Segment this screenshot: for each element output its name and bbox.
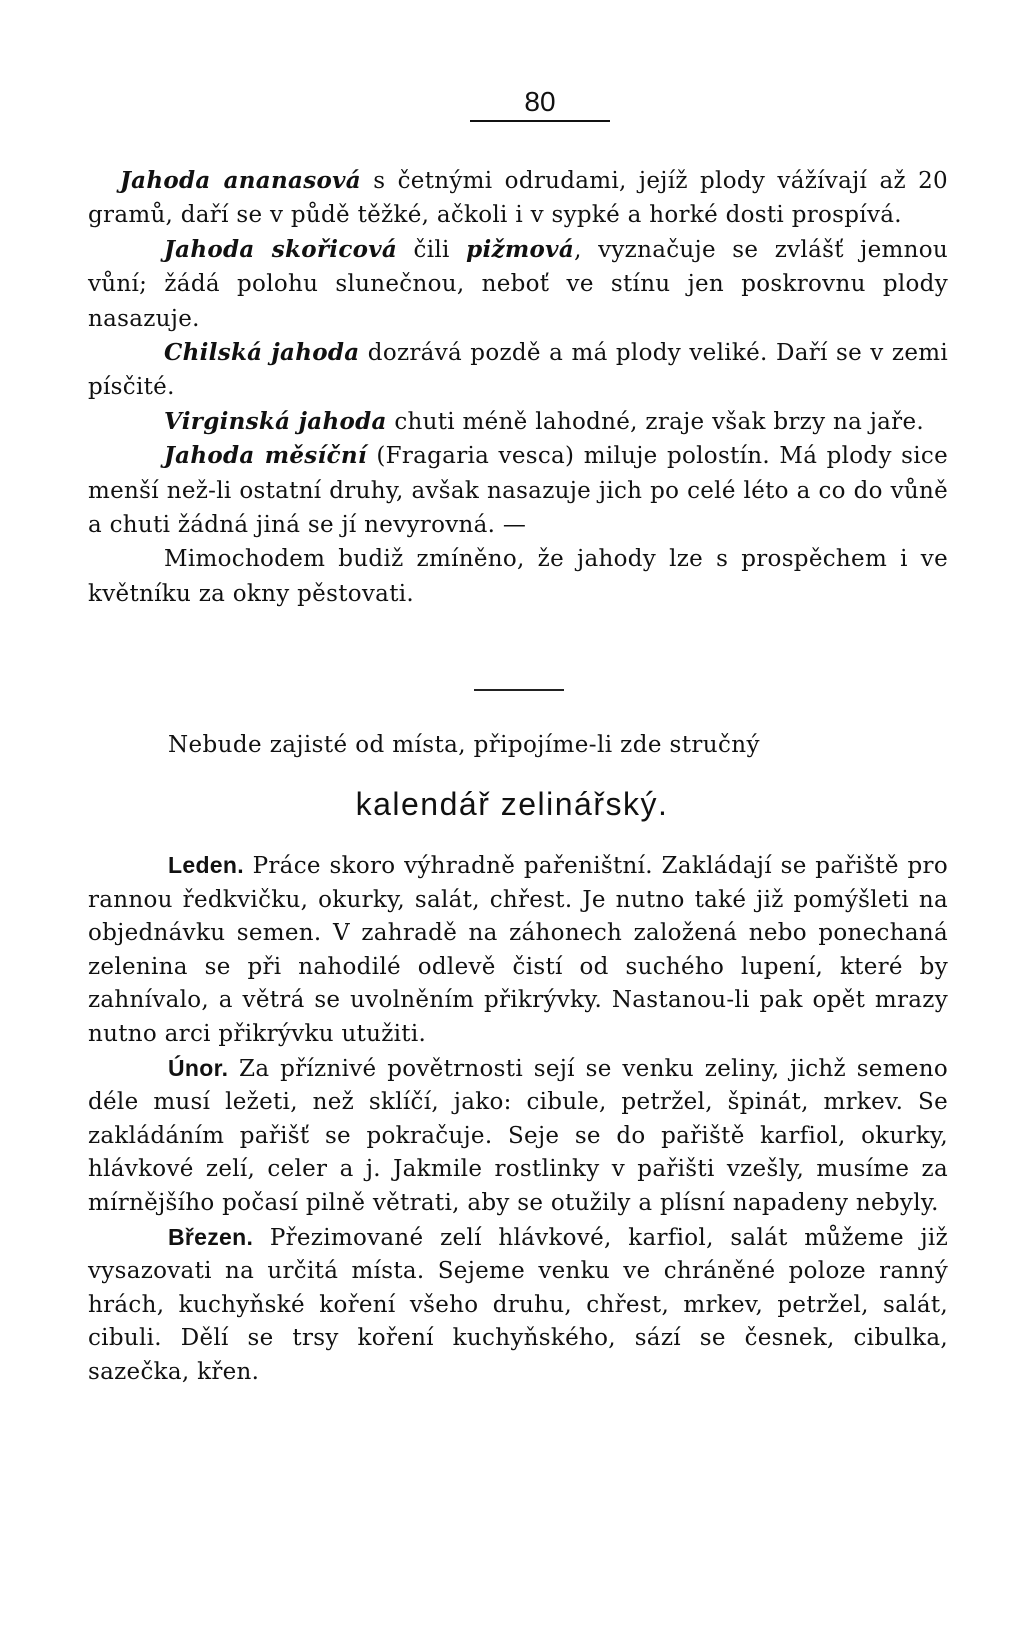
month-text: Přezimované zelí hlávkové, karfiol, salát můžeme již vysazovati na určitá místa. Sejeme venku ve chráněné poloze ranný hrách, kuchyňské koření všeho druhu, chřest, mrkev, petržel, salát, cibuli. Dělí se trsy koření kuchyňského, sází se česnek, cibulka, sazečka, křen. bbox=[88, 1224, 948, 1385]
month-text: Práce skoro výhradně pařeništní. Zakládají se pařiště pro rannou ředkvičku, okurky, salát, chřest. Je nutno také již pomýšleti na objednávku semen. V zahradě na záhonech založená nebo ponechaná zelenina se při nahodilé odlevě čistí od suchého lupení, které by zahnívalo, a větrá se uvolněním přikrývky. Nastanou-li pak opět mrazy nutno arci přikrývku utužiti. bbox=[88, 853, 948, 1047]
calendar-intro: Nebude zajisté od místa, připojíme-li zde stručný bbox=[168, 732, 760, 758]
term-musk-strawberry: pižmová bbox=[466, 235, 575, 263]
page-number: 80 bbox=[470, 84, 610, 122]
month-name: Březen. bbox=[168, 1223, 254, 1250]
paragraph-pineapple-strawberry bbox=[88, 164, 948, 233]
paragraph-virginia-strawberry bbox=[88, 405, 948, 439]
paragraph-text: dozrává pozdě a má plody veliké. Daří se v zemi písčité. bbox=[88, 340, 948, 401]
vegetable-calendar bbox=[88, 849, 948, 1390]
paragraph-text: s četnými odrudami, jejíž plody vážívají až 20 gramů, daří se v půdě těžké, ačkoli i v sypké a horké dosti prospívá. bbox=[88, 168, 948, 229]
section-divider bbox=[474, 689, 564, 691]
term-virginia-strawberry: Virginská jahoda bbox=[164, 407, 387, 435]
paragraph-connector: čili bbox=[397, 236, 467, 263]
paragraph-woodland-strawberry bbox=[88, 439, 948, 542]
month-january bbox=[88, 849, 948, 1052]
strawberry-section bbox=[88, 164, 948, 611]
term-cinnamon-strawberry: Jahoda skořicová bbox=[164, 235, 398, 263]
paragraph-cinnamon-strawberry bbox=[88, 233, 948, 336]
paragraph-text: chuti méně lahodné, zraje však brzy na jaře. bbox=[386, 408, 924, 435]
term-woodland-strawberry: Jahoda měsíční bbox=[164, 442, 367, 470]
month-name: Únor. bbox=[168, 1054, 229, 1081]
term-pineapple-strawberry: Jahoda ananasová bbox=[120, 167, 361, 194]
paragraph-text: (Fragaria vesca) miluje polostín. Má plody sice menší než-li ostatní druhy, avšak nasazuje jich po celé léto a co do vůně a chuti žádná jiná se jí nevyrovná. — bbox=[88, 443, 948, 539]
paragraph-text: , vyznačuje se zvlášť jemnou vůní; žádá polohu slunečnou, neboť ve stínu jen poskrovnu plody nasazuje. bbox=[88, 236, 948, 332]
paragraph-text: Mimochodem budiž zmíněno, že jahody lze s prospěchem i ve květníku za okny pěstovati. bbox=[88, 546, 948, 607]
month-february bbox=[88, 1052, 948, 1221]
paragraph-chilean-strawberry bbox=[88, 336, 948, 405]
month-march bbox=[88, 1221, 948, 1390]
month-name: Leden. bbox=[168, 852, 244, 878]
term-chilean-strawberry: Chilská jahoda bbox=[164, 339, 360, 367]
paragraph-window-box-note bbox=[88, 542, 948, 611]
month-text: Za příznivé povětrnosti sejí se venku zeliny, jichž semeno déle musí ležeti, než sklíčí, jako: cibule, petržel, špinát, mrkev. Se zakládáním pařišť se pokračuje. Seje se do pařiště karfiol, okurky, hlávkové zelí, celer a j. Jakmile rostlinky v pařišti vzešly, musíme za mírnějšího počasí pilně větrati, aby se otužily a plísní napadeny nebyly. bbox=[88, 1055, 948, 1216]
calendar-title: kalendář zelinářský. bbox=[355, 786, 669, 822]
